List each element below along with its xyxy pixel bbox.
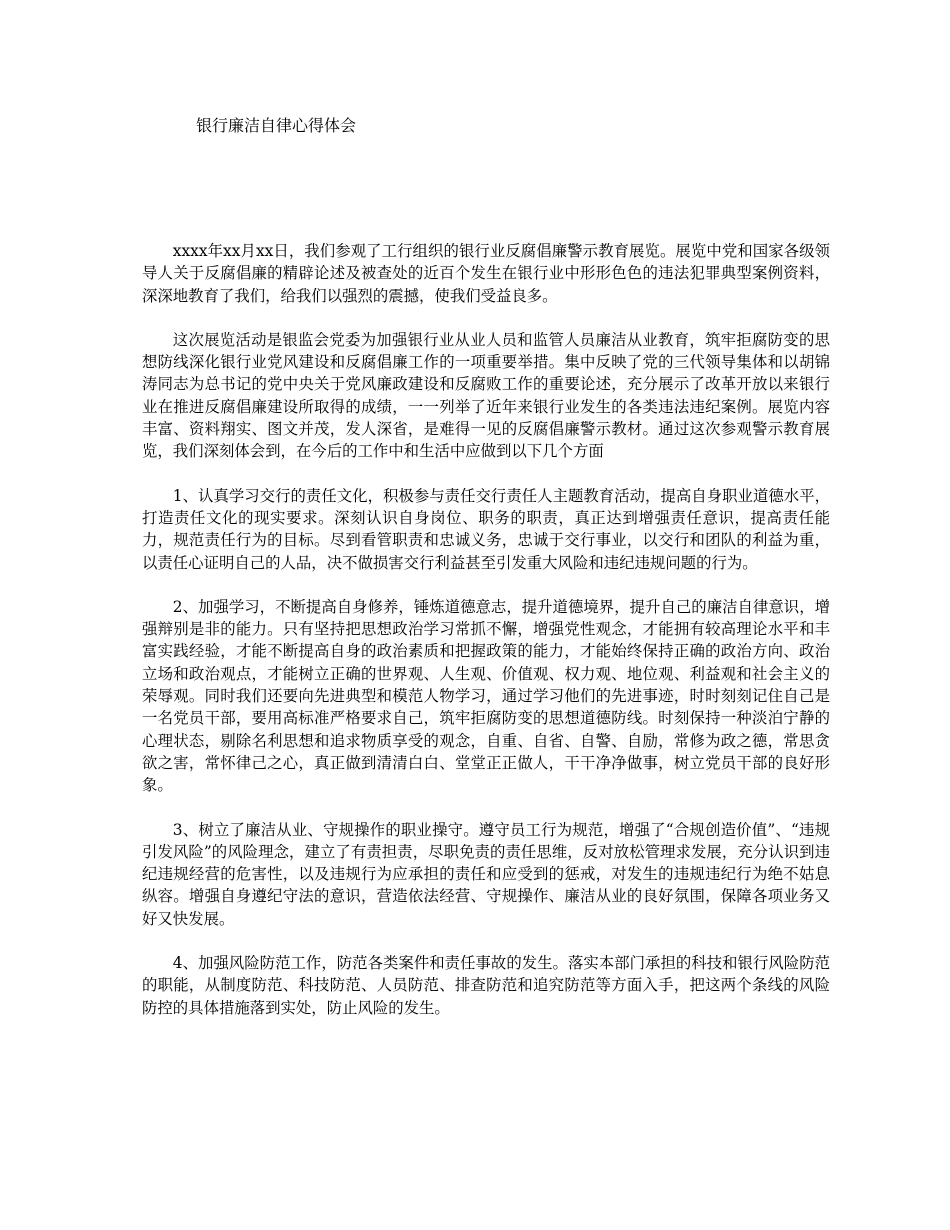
body-paragraph-exhibition: 这次展览活动是银监会党委为加强银行业从业人员和监管人员廉洁从业教育，筑牢拒腐防变的思想防线深化银行业党风建设和反腐倡廉工作的一项重要举措。集中反映了党的三代领导集体和以胡锦涛同志为总书记的党中央关于党风廉政建设和反腐败工作的重要论述，充分展示了改革开放以来银行业在推进反腐倡廉建设所取得的成绩，一一列举了近年来银行业发生的各类违法违纪案例。展览内容丰富、资料翔实、图文并茂，发人深省，是难得一见的反腐倡廉警示教材。通过这次参观警示教育展览，我们深刻体会到，在今后的工作中和生活中应做到以下几个方面 bbox=[142, 330, 830, 461]
body-paragraph-point-2: 2、加强学习，不断提高自身修养，锤炼道德意志，提升道德境界，提升自己的廉洁自律意识，增强辩别是非的能力。只有坚持把思想政治学习常抓不懈，增强党性观念，才能拥有较高理论水平和丰富实践经验，才能不断提高自身的政治素质和把握政策的能力，才能始终保持正确的政治方向、政治立场和政治观点，才能树立正确的世界观、人生观、价值观、权力观、地位观、利益观和社会主义的荣辱观。同时我们还要向先进典型和模范人物学习，通过学习他们的先进事迹，时时刻刻记住自己是一名党员干部，要用高标准严格要求自己，筑牢拒腐防变的思想道德防线。时刻保持一种淡泊宁静的心理状态，剔除名利思想和追求物质享受的观念，自重、自省、自警、自励，常修为政之德，常思贪欲之害，常怀律己之心，真正做到清清白白、堂堂正正做人，干干净净做事，树立党员干部的良好形象。 bbox=[142, 597, 830, 795]
body-paragraph-point-4: 4、加强风险防范工作，防范各类案件和责任事故的发生。落实本部门承担的科技和银行风险防范的职能，从制度防范、科技防范、人员防范、排查防范和追究防范等方面入手，把这两个条线的风险防控的具体措施落到实处，防止风险的发生。 bbox=[142, 954, 830, 1017]
document-title: 银行廉洁自律心得体会 bbox=[196, 116, 357, 135]
body-paragraph-point-1: 1、认真学习交行的责任文化，积极参与责任交行责任人主题教育活动，提高自身职业道德水平，打造责任文化的现实要求。深刻认识自身岗位、职务的职责，真正达到增强责任意识，提高责任能力，规范责任行为的目标。尽到看管职责和忠诚义务，忠诚于交行事业，以交行和团队的利益为重，以责任心证明自己的人品，决不做损害交行利益甚至引发重大风险和违纪违规问题的行为。 bbox=[142, 486, 830, 572]
body-paragraph-intro: xxxx年xx月xx日，我们参观了工行组织的银行业反腐倡廉警示教育展览。展览中党和国家各级领导人关于反腐倡廉的精辟论述及被查处的近百个发生在银行业中形形色色的违法犯罪典型案例资料，深深地教育了我们，给我们以强烈的震撼，使我们受益良多。 bbox=[142, 242, 830, 305]
document-body bbox=[142, 240, 830, 1041]
body-paragraph-point-3: 3、树立了廉洁从业、守规操作的职业操守。遵守员工行为规范，增强了“合规创造价值”、“违规引发风险”的风险理念，建立了有责担责，尽职免责的责任思维，反对放松管理求发展，充分认识到违纪违规经营的危害性，以及违规行为应承担的责任和应受到的惩戒，对发生的违规违纪行为绝不姑息纵容。增强自身遵纪守法的意识，营造依法经营、守规操作、廉洁从业的良好氛围，保障各项业务又好又快发展。 bbox=[142, 820, 830, 928]
